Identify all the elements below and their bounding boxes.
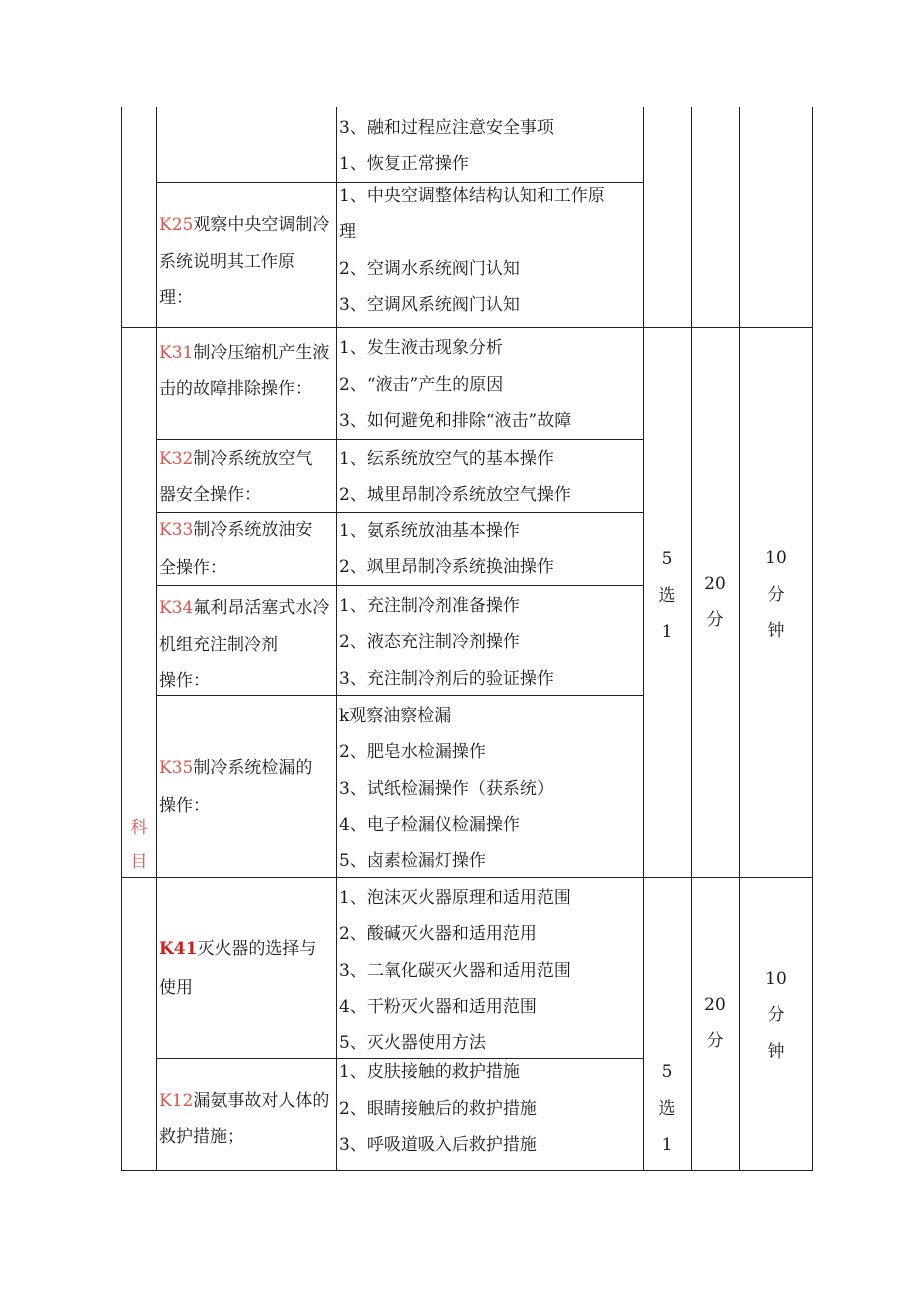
list-item: 3、试纸检漏操作（获系统） bbox=[339, 779, 554, 799]
task-title-line: 击的故障排除操作： bbox=[159, 379, 312, 399]
task-title-line: 制冷压缩机产生液 bbox=[193, 343, 330, 363]
list-item: 2、液态充注制冷剂操作 bbox=[339, 632, 520, 652]
time-limit: 10 bbox=[765, 548, 787, 568]
choose-count: 选 bbox=[658, 586, 676, 606]
list-item: 1、充注制冷剂准备操作 bbox=[339, 596, 520, 616]
row-divider bbox=[156, 512, 644, 513]
row-divider bbox=[156, 585, 644, 586]
task-title-line: 制冷系统放空气 bbox=[193, 449, 313, 469]
list-item: 2、酸碱灭火器和适用范用 bbox=[339, 924, 537, 944]
task-code: K25 bbox=[159, 215, 194, 235]
time-limit: 分 bbox=[767, 585, 785, 605]
task-code: K35 bbox=[159, 758, 194, 778]
score-value: 分 bbox=[706, 1031, 724, 1051]
task-title-line: 灭火器的选择与 bbox=[197, 939, 317, 959]
table-border-left bbox=[121, 107, 122, 1171]
list-item: 1、纭系统放空气的基本操作 bbox=[339, 449, 554, 469]
subject-label: 目 bbox=[130, 852, 148, 872]
list-item: 2、城里昂制冷系统放空气操作 bbox=[339, 485, 571, 505]
task-title-k31 bbox=[159, 343, 329, 363]
time-limit: 钟 bbox=[767, 621, 785, 641]
task-title-line: 观察中央空调制冷 bbox=[193, 215, 330, 235]
list-item: 2、眼睛接触后的救护措施 bbox=[339, 1099, 537, 1119]
task-code: K12 bbox=[159, 1091, 194, 1111]
list-item: 3、空调风系统阀门认知 bbox=[339, 295, 520, 315]
choose-count: 选 bbox=[658, 1099, 676, 1119]
list-item: 5、卤素检漏灯操作 bbox=[339, 851, 486, 871]
list-item: k观察油察检漏 bbox=[339, 706, 452, 726]
list-item: 1、发生液击现象分析 bbox=[339, 338, 503, 358]
time-limit: 分 bbox=[767, 1005, 785, 1025]
row-divider bbox=[156, 439, 644, 440]
list-item: 3、如何避免和排除“液击”故障 bbox=[339, 411, 572, 431]
task-title-line: 救护措施； bbox=[159, 1127, 244, 1147]
task-code: K33 bbox=[159, 520, 194, 540]
time-limit: 钟 bbox=[767, 1042, 785, 1062]
task-title-k41 bbox=[159, 939, 316, 959]
task-title-line: 漏氨事故对人体的 bbox=[193, 1091, 330, 1111]
col-divider-score bbox=[739, 107, 740, 1171]
choose-count: 5 bbox=[661, 549, 673, 569]
task-title-k34 bbox=[159, 598, 329, 618]
task-code: K41 bbox=[159, 939, 198, 959]
task-code: K31 bbox=[159, 343, 194, 363]
col-divider-subject bbox=[156, 107, 157, 1171]
section-divider bbox=[121, 877, 813, 878]
task-title-line: 全操作： bbox=[159, 558, 227, 578]
task-title-line: 系统说明其工作原 bbox=[159, 252, 295, 272]
score-value: 20 bbox=[704, 574, 726, 594]
list-item: 4、电子检漏仪检漏操作 bbox=[339, 815, 520, 835]
task-title-line: 制冷系统检漏的 bbox=[193, 758, 313, 778]
task-title-k33 bbox=[159, 520, 312, 540]
row-divider bbox=[156, 695, 644, 696]
section-divider bbox=[121, 327, 813, 328]
col-divider-items bbox=[643, 107, 644, 1171]
task-code: K32 bbox=[159, 449, 194, 469]
task-title-k12 bbox=[159, 1091, 329, 1111]
task-title-k25 bbox=[159, 215, 329, 235]
list-item: 3、充注制冷剂后的验证操作 bbox=[339, 669, 554, 689]
list-item: 2、“液击”产生的原因 bbox=[339, 375, 504, 395]
task-title-line: 氟利昂活塞式水冷 bbox=[193, 598, 330, 618]
task-title-line: 理： bbox=[159, 288, 193, 308]
list-item: 3、融和过程应注意安全事项 bbox=[339, 118, 554, 138]
list-item: 理 bbox=[339, 222, 356, 242]
subject-label: 科 bbox=[130, 818, 148, 838]
task-title-line: 使用 bbox=[159, 978, 193, 998]
score-value: 20 bbox=[704, 995, 726, 1015]
row-divider bbox=[156, 1058, 644, 1059]
task-title-line: 器安全操作： bbox=[159, 485, 261, 505]
list-item: 5、灭火器使用方法 bbox=[339, 1033, 486, 1053]
list-item: 2、空调水系统阀门认知 bbox=[339, 259, 520, 279]
choose-count: 1 bbox=[661, 1135, 673, 1155]
col-divider-title bbox=[336, 107, 337, 1171]
list-item: 2、肥皂水检漏操作 bbox=[339, 742, 486, 762]
choose-count: 1 bbox=[661, 622, 673, 642]
task-title-line: 操作： bbox=[159, 796, 210, 816]
list-item: 3、二氧化碳灭火器和适用范围 bbox=[339, 961, 571, 981]
row-divider bbox=[156, 182, 644, 183]
task-title-k32 bbox=[159, 449, 312, 469]
list-item: 1、恢复正常操作 bbox=[339, 154, 469, 174]
list-item: 2、飒里昂制冷系统换油操作 bbox=[339, 557, 554, 577]
table-border-bottom bbox=[121, 1170, 813, 1171]
task-title-line: 机组充注制冷剂 bbox=[159, 635, 278, 655]
task-title-k35 bbox=[159, 758, 312, 778]
table-border-right bbox=[812, 107, 813, 1171]
task-title-line: 操作： bbox=[159, 671, 210, 691]
time-limit: 10 bbox=[765, 969, 787, 989]
choose-count: 5 bbox=[661, 1062, 673, 1082]
list-item: 1、泡沫灭火器原理和适用范围 bbox=[339, 888, 571, 908]
list-item: 1、皮肤接触的救护措施 bbox=[339, 1062, 520, 1082]
list-item: 1、中央空调整体结构认知和工作原 bbox=[339, 186, 605, 206]
list-item: 1、氨系统放油基本操作 bbox=[339, 521, 520, 541]
list-item: 4、干粉灭火器和适用范围 bbox=[339, 997, 537, 1017]
col-divider-choose bbox=[691, 107, 692, 1171]
score-value: 分 bbox=[706, 610, 724, 630]
task-title-line: 制冷系统放油安 bbox=[193, 520, 313, 540]
task-code: K34 bbox=[159, 598, 194, 618]
list-item: 3、呼吸道吸入后救护措施 bbox=[339, 1135, 537, 1155]
